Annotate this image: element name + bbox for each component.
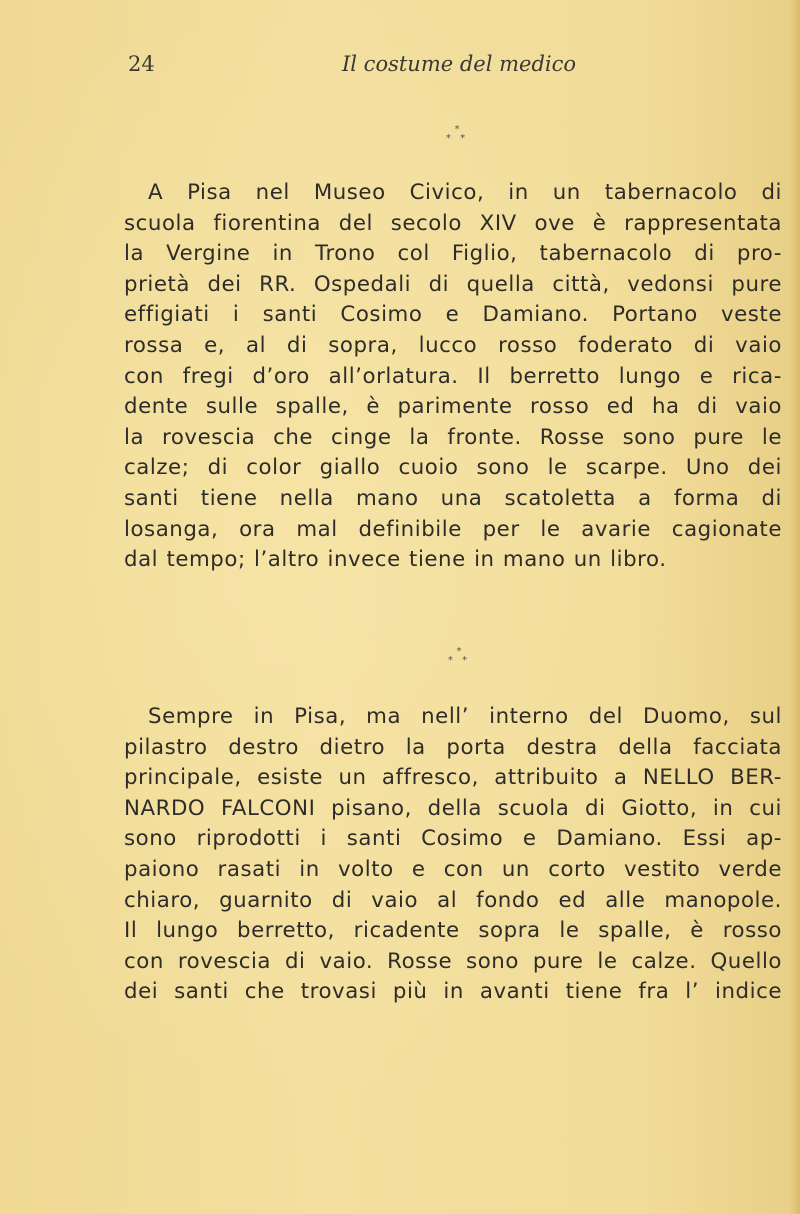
text-line: pilastro destro dietro la porta destra della facciata — [124, 734, 782, 760]
running-title: Il costume del medico — [342, 52, 577, 76]
asterism-top: * — [456, 646, 462, 657]
text-line: la rovescia che cinge la fronte. Rosse sono pure le — [124, 424, 782, 450]
text-line: la Vergine in Trono col Figlio, tabernacolo di pro- — [124, 241, 782, 267]
text-line: principale, esiste un affresco, attribuito a NELLO BER- — [124, 765, 782, 791]
text-line: NARDO FALCONI pisano, della scuola di Giotto, in cui — [124, 795, 782, 821]
text-line: dal tempo; l’altro invece tiene in mano un libro. — [124, 547, 667, 573]
text-line: paiono rasati in volto e con un corto vestito verde — [124, 856, 782, 882]
paragraph-pisa-museo-civico — [124, 178, 782, 576]
text-line: con rovescia di vaio. Rosse sono pure le calze. Quello — [124, 948, 782, 974]
page-edge-shadow — [790, 0, 800, 1214]
text-line: sono riprodotti i santi Cosimo e Damiano. Essi ap- — [124, 826, 782, 852]
asterism-bottom: * * — [447, 655, 471, 666]
asterism-separator — [437, 125, 477, 149]
text-line: calze; di color giallo cuoio sono le scarpe. Uno dei — [124, 455, 782, 481]
text-line: Il lungo berretto, ricadente sopra le spalle, è rosso — [124, 918, 782, 944]
paragraph-pisa-duomo — [124, 702, 782, 1008]
text-line: A Pisa nel Museo Civico, in un tabernacolo di — [148, 180, 782, 205]
text-line: losanga, ora mal definibile per le avarie cagionate — [124, 516, 782, 542]
text-line: Sempre in Pisa, ma nell’ interno del Duomo, sul — [148, 704, 782, 729]
page-number: 24 — [128, 52, 155, 76]
text-line: chiaro, guarnito di vaio al fondo ed alle manopole. — [124, 887, 782, 913]
asterism-bottom: * * — [445, 133, 469, 144]
text-line: prietà dei RR. Ospedali di quella città, vedonsi pure — [124, 271, 782, 297]
asterism-top: * — [454, 124, 460, 135]
text-line: con fregi d’oro all’orlatura. Il berretto lungo e rica- — [124, 363, 782, 389]
text-line: effigiati i santi Cosimo e Damiano. Portano veste — [124, 302, 782, 328]
text-line: dei santi che trovasi più in avanti tiene fra l’ indice — [124, 979, 782, 1005]
asterism-separator — [439, 647, 479, 671]
text-line: santi tiene nella mano una scatoletta a forma di — [124, 485, 782, 511]
running-head — [0, 52, 800, 82]
text-line: scuola fiorentina del secolo XIV ove è rappresentata — [124, 210, 782, 236]
text-line: dente sulle spalle, è parimente rosso ed ha di vaio — [124, 394, 782, 420]
text-line: rossa e, al di sopra, lucco rosso foderato di vaio — [124, 332, 782, 358]
